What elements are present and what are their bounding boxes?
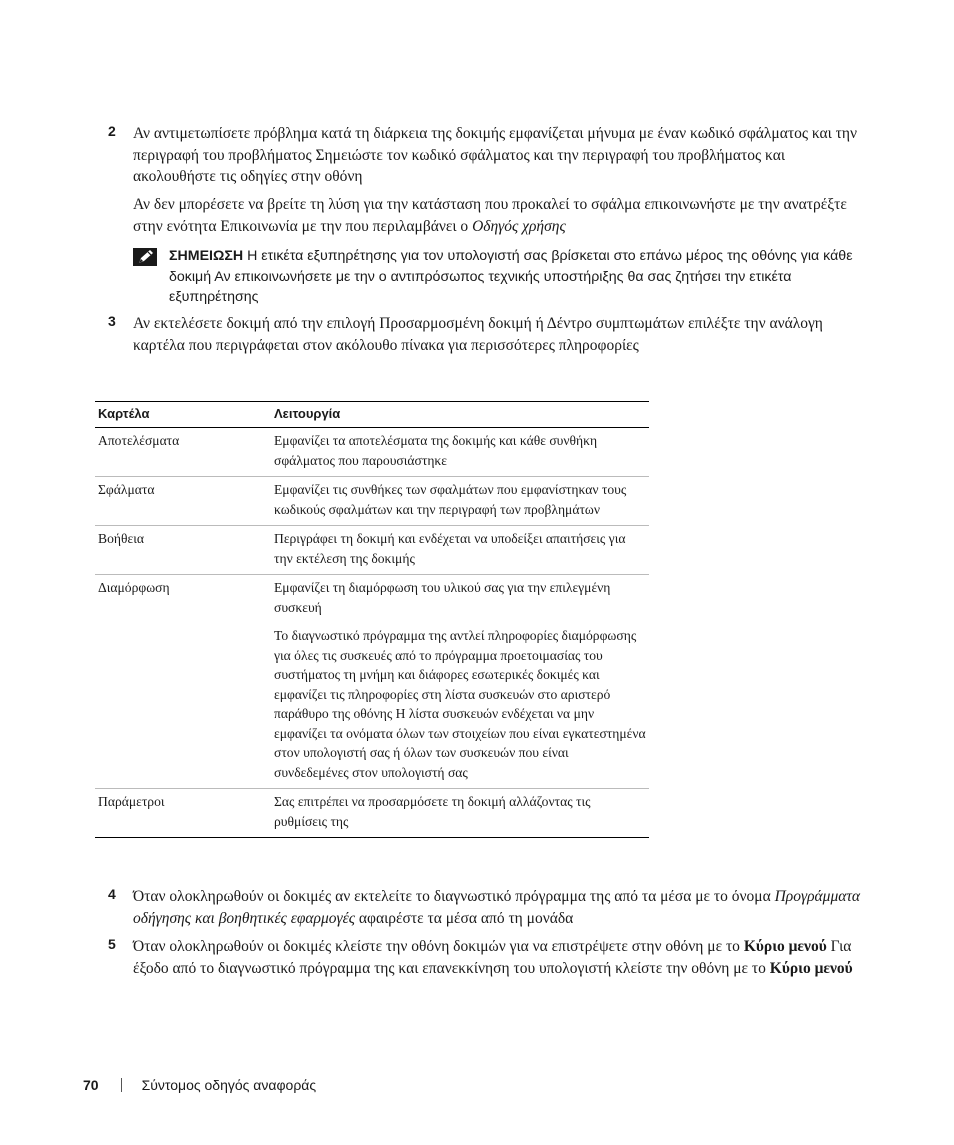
function-text: Περιγράφει τη δοκιμή και ενδέχεται να υποδείξει απαιτήσεις για την εκτέλεση της δοκιμής (274, 531, 626, 566)
main-menu-ref: Κύριο μενού (743, 938, 827, 955)
function-text: Σας επιτρέπει να προσαρμόσετε τη δοκιμή αλλάζοντας τις ρυθμίσεις της (274, 794, 591, 829)
media-name: Προγράμματα οδήγησης και βοηθητικές εφαρμογές (133, 888, 861, 927)
column-header-tab: Καρτέλα (95, 402, 271, 428)
main-menu-ref: Κύριο μενού (769, 959, 853, 977)
step-number: 2 (108, 123, 116, 139)
tab-name-cell: Παράμετροι (95, 789, 271, 838)
table-row (95, 789, 649, 838)
note-box (133, 246, 868, 308)
step-number: 3 (108, 313, 116, 329)
note-pencil-icon (133, 248, 157, 266)
note-body: Η ετικέτα εξυπηρέτησης για τον υπολογιστή σας βρίσκεται στο επάνω μέρος της οθόνης για κάθε δοκιμή Αν επικοινωνήσετε με την ο αντιπρόσωπος τεχνικής υποστήριξης θα σας ζητήσει την ετικέτα εξυπηρέτησης (169, 248, 853, 305)
step-5 (108, 936, 868, 979)
function-cell (271, 575, 649, 789)
table-row (95, 575, 649, 789)
function-cell (271, 428, 649, 477)
step-text-part: Όταν ολοκληρωθούν οι δοκιμές αν εκτελείτε το διαγνωστικό πρόγραμμα της από τα μέσα με το όνομα (133, 888, 775, 905)
tab-name-cell: Σφάλματα (95, 477, 271, 526)
tab-name-cell: Βοήθεια (95, 526, 271, 575)
function-cell (271, 477, 649, 526)
step-text: Αν εκτελέσετε δοκιμή από την επιλογή Προσαρμοσμένη δοκιμή ή Δέντρο συμπτωμάτων επιλέξτε την ανάλογη καρτέλα που περιγράφεται στον ακόλουθο πίνακα για περισσότερες πληροφορίες (133, 315, 823, 354)
step-2 (108, 123, 868, 188)
step-number: 5 (108, 936, 116, 952)
note-text (169, 246, 868, 308)
footer-divider (121, 1078, 122, 1092)
tab-name-cell: Αποτελέσματα (95, 428, 271, 477)
function-text: Εμφανίζει τη διαμόρφωση του υλικού σας για την επιλεγμένη συσκευή (274, 580, 611, 615)
tabs-function-table (95, 401, 649, 838)
step-text: Αν αντιμετωπίσετε πρόβλημα κατά τη διάρκεια της δοκιμής εμφανίζεται μήνυμα με έναν κωδικό σφάλματος και την περιγραφή του προβλήματος Σημειώστε τον κωδικό σφάλματος και την περιγραφή του προβλήματος και ακολουθήστε τις οδηγίες στην οθόνη (133, 125, 858, 185)
step-text-part: Για έξοδο από το διαγνωστικό πρόγραμμα της και επανεκκίνηση του υπολογιστή κλείστε την οθόνη με το (133, 938, 852, 977)
table-row (95, 526, 649, 575)
step-text (133, 936, 868, 979)
paragraph-text: Αν δεν μπορέσετε να βρείτε τη λύση για την κατάσταση που προκαλεί το σφάλμα επικοινωνήστε με την ανατρέξτε στην ενότητα Επικοινωνία με την που περιλαμβάνει ο (133, 196, 847, 235)
function-text-detail: Το διαγνωστικό πρόγραμμα της αντλεί πληροφορίες διαμόρφωσης για όλες τις συσκευές από το πρόγραμμα προετοιμασίας του συστήματος τη μνήμη και διάφορες εσωτερικές δοκιμές και εμφανίζει τις πληροφορίες στη λίστα συσκευών στο αριστερό παράθυρο της οθόνης Η λίστα συσκευών ενδέχεται να μην εμφανίζει τα ονόματα όλων των στοιχείων που είναι εγκατεστημένα στον υπολογιστή σας ή όλων των συσκευών που είναι συνδεδεμένες στον υπολογιστή σας (274, 628, 646, 780)
function-text: Εμφανίζει τα αποτελέσματα της δοκιμής και κάθε συνθήκη σφάλματος που παρουσιάστηκε (274, 433, 598, 468)
function-cell (271, 526, 649, 575)
users-guide-reference: Οδηγός χρήσης (472, 217, 566, 235)
table-header-row (95, 402, 649, 428)
function-text: Εμφανίζει τις συνθήκες των σφαλμάτων που εμφανίστηκαν τους κωδικούς σφαλμάτων και την περιγραφή των προβλημάτων (274, 482, 627, 517)
tab-name-cell: Διαμόρφωση (95, 575, 271, 789)
step-text-part: αφαιρέστε τα μέσα από τη μονάδα (355, 909, 574, 927)
page-footer (83, 1077, 316, 1093)
function-cell (271, 789, 649, 838)
step-number: 4 (108, 886, 116, 902)
column-header-function: Λειτουργία (271, 402, 649, 428)
page-number: 70 (83, 1077, 99, 1093)
step-2-followup-paragraph (133, 194, 868, 237)
step-text-part: Όταν ολοκληρωθούν οι δοκιμές κλείστε την οθόνη δοκιμών για να επιστρέψετε στην οθόνη με το (133, 938, 744, 955)
table-row (95, 428, 649, 477)
step-3 (108, 313, 868, 356)
footer-title: Σύντομος οδηγός αναφοράς (141, 1077, 317, 1093)
table-row (95, 477, 649, 526)
step-text (133, 886, 868, 929)
step-4 (108, 886, 868, 929)
note-label: ΣΗΜΕΙΩΣΗ (169, 248, 244, 264)
